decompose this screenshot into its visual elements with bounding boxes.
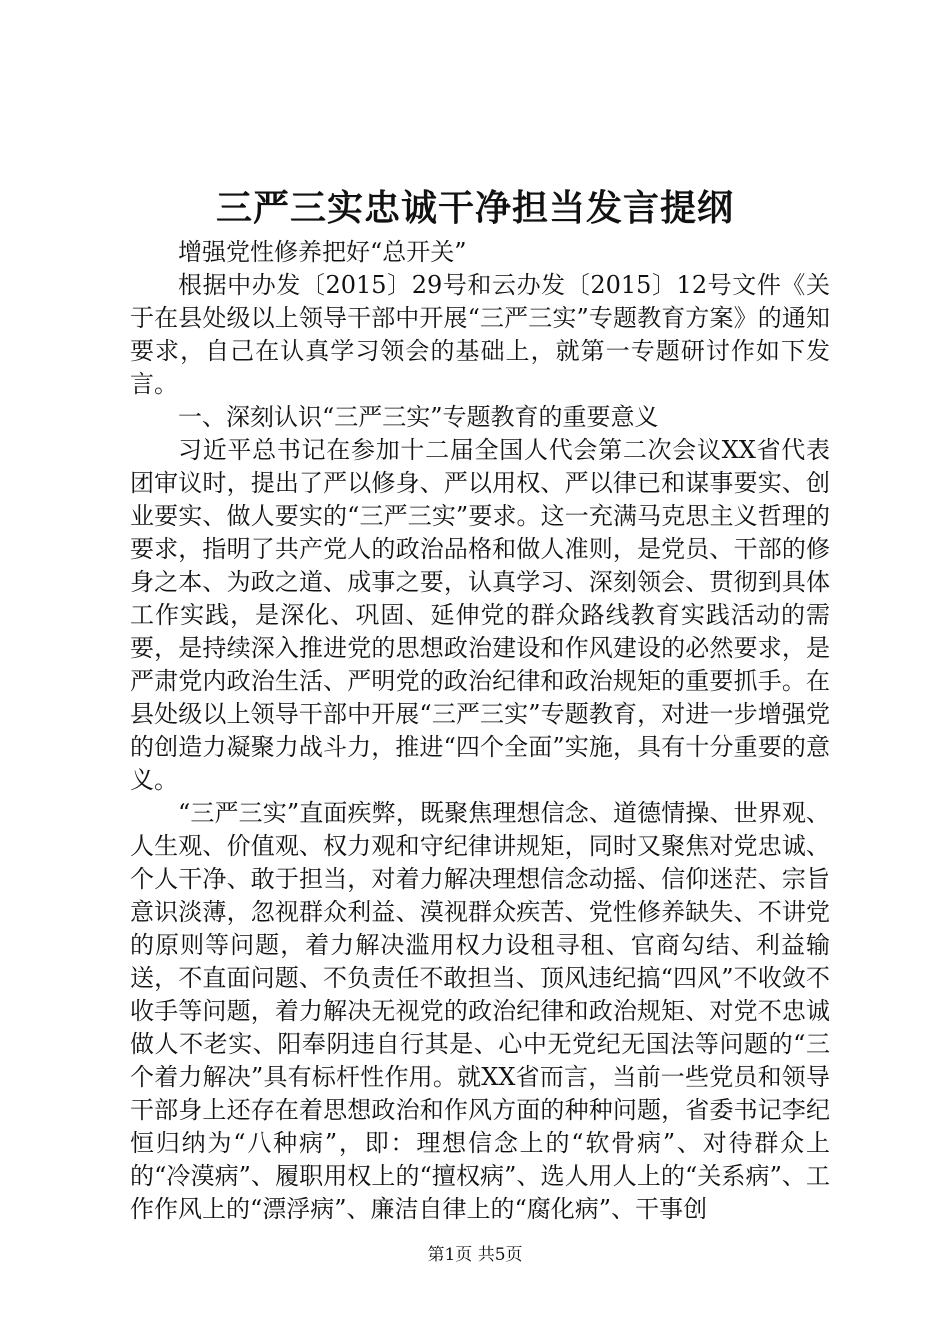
intro-paragraph: 根据中办发〔2015〕29号和云办发〔2015〕12号文件《关于在县处级以上领导干部中开展“三严三实”专题教育方案》的通知要求，自己在认真学习领会的基础上，就第一专题研讨作如下发言。 <box>130 271 830 398</box>
document-body <box>130 236 830 1226</box>
section-heading: 一、深刻认识“三严三实”专题教育的重要意义 <box>178 403 659 431</box>
body-paragraph: “三严三实”直面疾弊，既聚焦理想信念、道德情操、世界观、人生观、价值观、权力观和守纪律讲规矩，同时又聚焦对党忠诚、个人干净、敢于担当，对着力解决理想信念动摇、信仰迷茫、宗旨意识淡薄，忽视群众利益、漠视群众疾苦、党性修养缺失、不讲党的原则等问题，着力解决滥用权力设租寻租、官商勾结、利益输送，不直面问题、不负责任不敢担当、顶风违纪搞“四风”不收敛不收手等问题，着力解决无视党的政治纪律和政治规矩、对党不忠诚做人不老实、阳奉阴违自行其是、心中无党纪无国法等问题的“三个着力解决”具有标杆性作用。就XX省而言，当前一些党员和领导干部身上还存在着思想政治和作风方面的种种问题，省委书记李纪恒归纳为“八种病”，即：理想信念上的“软骨病”、对待群众上的“冷漠病”、履职用权上的“擅权病”、选人用人上的“关系病”、工作作风上的“漂浮病”、廉洁自律上的“腐化病”、干事创 <box>130 799 830 1223</box>
page-number-footer: 第1页 共5页 <box>427 1245 523 1265</box>
body-paragraph: 习近平总书记在参加十二届全国人代会第二次会议XX省代表团审议时，提出了严以修身、严以用权、严以律已和谋事要实、创业要实、做人要实的“三严三实”要求。这一充满马克思主义哲理的要求，指明了共产党人的政治品格和做人准则，是党员、干部的修身之本、为政之道、成事之要，认真学习、深刻领会、贯彻到具体工作实践，是深化、巩固、延伸党的群众路线教育实践活动的需要，是持续深入推进党的思想政治建设和作风建设的必然要求，是严肃党内政治生活、严明党的政治纪律和政治规矩的重要抓手。在县处级以上领导干部中开展“三严三实”专题教育，对进一步增强党的创造力凝聚力战斗力，推进“四个全面”实施，具有十分重要的意义。 <box>130 436 830 794</box>
document-title: 三严三实忠诚干净担当发言提纲 <box>215 187 734 229</box>
subtitle-paragraph: 增强党性修养把好“总开关” <box>178 238 467 266</box>
